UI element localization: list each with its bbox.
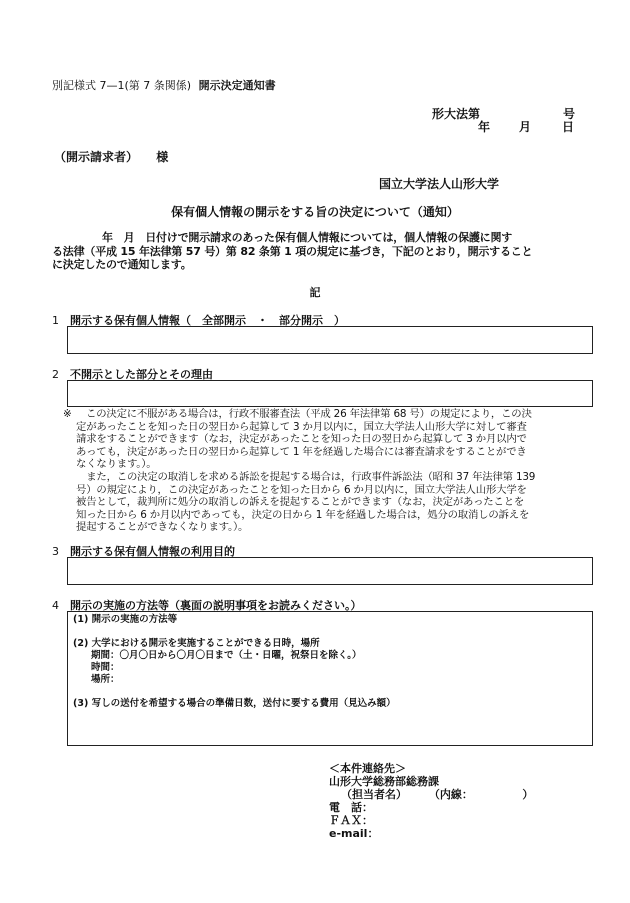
date-year: 年 xyxy=(478,120,491,134)
form-reference: 別記様式 7—1(第 7 条関係) xyxy=(52,79,192,92)
intro-line-3: に決定したので通知します。 xyxy=(52,258,192,272)
form-reference-line xyxy=(52,79,276,92)
section-1-label: 開示する保有個人情報（ 全部開示 ・ 部分開示 ） xyxy=(70,314,345,327)
ki-heading: 記 xyxy=(309,286,321,299)
note-line: 提起することができなくなります。）。 xyxy=(76,521,249,534)
note-line: 被告として，裁判所に処分の取消しの訴えを提起することができます（なお，決定があったことを xyxy=(76,496,525,509)
contact-person: （担当者名） xyxy=(341,788,407,801)
note-line: また，この決定の取消しを求める訴訟を提起する場合は，行政事件訴訟法（昭和 37 年法律第 139 xyxy=(76,470,536,483)
section-2-label: 不開示とした部分とその理由 xyxy=(70,368,213,381)
section-3-label: 開示する保有個人情報の利用目的 xyxy=(70,545,235,558)
contact-person-line xyxy=(329,788,533,801)
contact-department: 山形大学総務部総務課 xyxy=(329,775,439,788)
recipient: （開示請求者） xyxy=(54,150,139,164)
method-period: 期間：〇月〇日から〇月〇日まで（土・日曜，祝祭日を除く。） xyxy=(91,650,362,661)
method-details xyxy=(73,614,396,710)
section-4-label: 開示の実施の方法等（裏面の説明事項をお読みください。） xyxy=(70,599,362,612)
contact-email: e-mail： xyxy=(329,827,379,840)
date-month: 月 xyxy=(519,120,532,134)
contact-fax: ＦＡＸ： xyxy=(329,814,373,827)
method-item-2: (2) 大学における開示を実施することができる日時，場所 xyxy=(73,638,320,649)
contact-phone: 電 話： xyxy=(329,801,373,814)
issuer: 国立大学法人山形大学 xyxy=(379,177,500,191)
honorific: 様 xyxy=(156,150,169,164)
note-line: なくなります。）。 xyxy=(76,458,157,471)
method-item-3: (3) 写しの送付を希望する場合の準備日数，送付に要する費用（見込み額） xyxy=(73,698,396,709)
section-3-field[interactable] xyxy=(67,557,593,585)
section-3-number: 3 xyxy=(52,545,59,558)
method-place: 場所： xyxy=(91,674,120,685)
form-title: 開示決定通知書 xyxy=(198,79,276,92)
note-line: あっても，決定があった日の翌日から起算して 1 年を経過した場合には審査請求をすることができ xyxy=(76,445,527,458)
recipient-line xyxy=(54,150,168,164)
note-line: 定があったことを知った日の翌日から起算して 3 か月以内に，国立大学法人山形大学に対して審査 xyxy=(76,420,527,433)
contact-block xyxy=(329,762,533,840)
section-1-number: 1 xyxy=(52,314,59,327)
method-time: 時間： xyxy=(91,662,120,673)
method-item-1: (1) 開示の実施の方法等 xyxy=(73,614,178,625)
contact-extension: （内線： ） xyxy=(428,788,534,801)
intro-line-2: る法律（平成 15 年法律第 57 号）第 82 条第 1 項の規定に基づき，下記のとおり，開示すること xyxy=(52,244,533,258)
note-line: 請求をすることができます（なお，決定があったことを知った日の翌日から起算して 3 か月以内で xyxy=(76,433,527,446)
note-mark: ※ xyxy=(63,408,72,420)
date-day: 日 xyxy=(562,120,575,134)
appeal-notice xyxy=(76,408,535,534)
doc-number-prefix: 形大法第 xyxy=(432,107,481,121)
contact-heading: ＜本件連絡先＞ xyxy=(329,762,406,775)
section-4-number: 4 xyxy=(52,599,59,612)
doc-number-suffix: 号 xyxy=(563,107,576,121)
intro-line-1: 年 月 日付けで開示請求のあった保有個人情報については，個人情報の保護に関す xyxy=(102,231,513,244)
note-line: 知った日から 6 か月以内であっても，決定の日から 1 年を経過した場合は，処分の取消しの訴えを xyxy=(76,508,530,521)
section-2-number: 2 xyxy=(52,368,59,381)
section-1-field[interactable] xyxy=(67,326,593,354)
section-2-field[interactable] xyxy=(67,380,593,407)
intro-paragraph xyxy=(52,231,532,272)
note-line: この決定に不服がある場合は，行政不服審査法（平成 26 年法律第 68 号）の規定により，この決 xyxy=(86,408,532,420)
page-title: 保有個人情報の開示をする旨の決定について（通知） xyxy=(171,205,459,219)
note-line: 号）の規定により，この決定があったことを知った日から 6 か月以内に，国立大学法人山形大学を xyxy=(76,483,527,496)
